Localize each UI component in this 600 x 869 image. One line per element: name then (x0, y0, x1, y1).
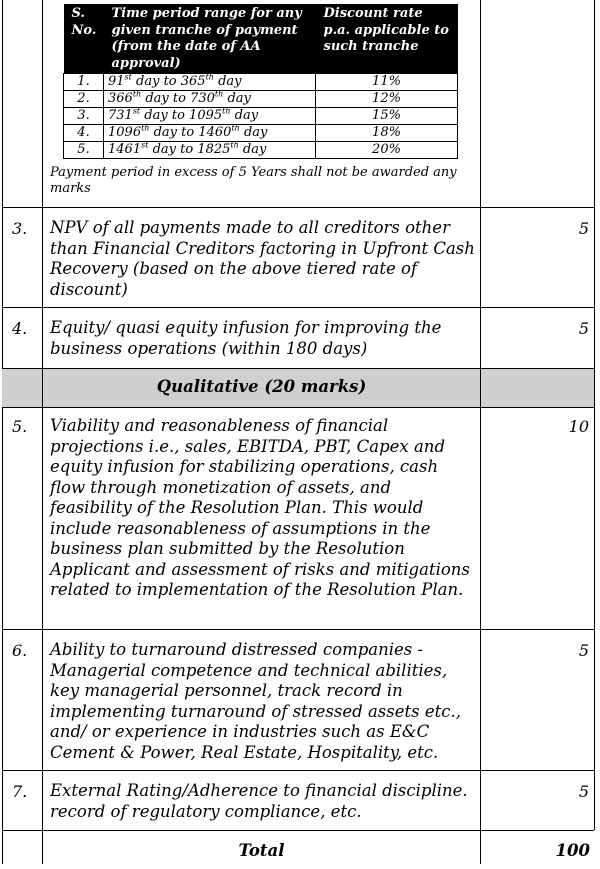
period-day-word: day (227, 91, 251, 106)
period-start-suffix: st (124, 72, 132, 82)
period-day-word: day (242, 142, 267, 157)
row-number: 3. (12, 219, 28, 238)
discount-row-rate: 12% (316, 91, 458, 108)
column-divider-marks (480, 0, 481, 864)
discount-row-sn: 4. (64, 125, 104, 142)
period-start-day: 366 (108, 91, 133, 106)
period-end-suffix: th (222, 106, 231, 116)
criterion-text: External Rating/Adherence to financial discipline. record of regulatory compliance, etc. (50, 781, 468, 821)
discount-row-period (104, 142, 316, 159)
discount-row-rate: 18% (316, 125, 458, 142)
period-end-suffix: th (230, 140, 239, 150)
section-heading: Qualitative (20 marks) (156, 377, 367, 396)
period-day-word: day (218, 74, 242, 89)
header-sn: S. No. (64, 4, 104, 74)
column-divider-marks (480, 369, 481, 407)
discount-row-rate: 20% (316, 142, 458, 159)
period-connector: day to (145, 91, 186, 106)
row-divider (2, 207, 594, 208)
discount-row-sn: 3. (64, 108, 104, 125)
period-start-day: 731 (108, 108, 133, 123)
row-divider (2, 770, 594, 771)
row-divider (2, 830, 594, 831)
criterion-marks: 5 (578, 782, 589, 801)
period-start-suffix: st (141, 140, 149, 150)
criterion-marks: 5 (578, 641, 589, 660)
period-start-day: 91 (108, 74, 125, 89)
row-number: 5. (12, 417, 28, 436)
total-label: Total (238, 841, 285, 860)
criterion-text: Equity/ quasi equity infusion for improving the business operations (within 180 days) (50, 318, 442, 358)
table-border-left (2, 0, 3, 864)
header-discount-rate: Discount rate p.a. applicable to such tranche (316, 4, 458, 74)
discount-table-header (64, 4, 458, 74)
period-end-day: 730 (190, 91, 215, 106)
discount-row-period (104, 74, 316, 91)
period-end-suffix: th (231, 123, 240, 133)
criterion-text: Viability and reasonableness of financial projections i.e., sales, EBITDA, PBT, Capex and equity infusion for stabilizing operations, cash flow through monetization of assets, and feasibility of the Resolution Plan. This would include reasonableness of assumptions in the business plan submitted by the Resolution Applicant and assessment of risks and mitigations related to implementation of the Resolution Plan. (50, 416, 470, 599)
period-start-suffix: st (132, 106, 141, 116)
period-connector: day to (153, 125, 195, 140)
row-divider (2, 407, 594, 408)
period-end-suffix: th (205, 72, 214, 82)
criterion-text: NPV of all payments made to all creditors other than Financial Creditors factoring in Upfront Cash Recovery (based on the above tiered rate of discount) (50, 218, 475, 299)
discount-row-rate: 11% (316, 74, 458, 91)
discount-table-row (64, 125, 458, 142)
criterion-marks: 5 (578, 319, 589, 338)
payment-period-note: Payment period in excess of 5 Years shall not be awarded any marks (50, 165, 457, 196)
discount-row-sn: 5. (64, 142, 104, 159)
discount-table-row (64, 108, 458, 125)
period-end-day: 365 (180, 74, 206, 89)
row-number: 6. (12, 641, 28, 660)
period-end-suffix: th (214, 89, 224, 99)
period-connector: day to (152, 142, 194, 157)
period-end-day: 1825 (197, 142, 231, 157)
row-divider (2, 307, 594, 308)
discount-row-sn: 1. (64, 74, 104, 91)
discount-row-period (104, 91, 316, 108)
header-time-period: Time period range for any given tranche of payment (from the date of AA approval) (104, 4, 316, 74)
period-connector: day to (136, 74, 177, 89)
period-end-day: 1095 (189, 108, 223, 123)
criterion-marks: 5 (578, 219, 589, 238)
period-start-suffix: th (141, 123, 150, 133)
discount-row-rate: 15% (316, 108, 458, 125)
period-start-day: 1461 (108, 142, 142, 157)
criterion-marks: 10 (568, 417, 589, 436)
period-start-day: 1096 (108, 125, 142, 140)
discount-rate-table (63, 4, 458, 159)
row-divider (2, 629, 594, 630)
row-number: 7. (12, 782, 28, 801)
period-day-word: day (234, 108, 259, 123)
criterion-text: Ability to turnaround distressed companies - Managerial competence and technical abilities, key managerial personnel, track record in implementing turnaround of stressed assets etc., and/ or experience in industries such as E&C Cement & Power, Real Estate, Hospitality, etc. (50, 640, 461, 762)
column-divider-number (42, 0, 43, 864)
discount-table-row (64, 142, 458, 159)
discount-row-period (104, 108, 316, 125)
discount-table-row (64, 91, 458, 108)
row-divider (2, 368, 594, 369)
discount-table-row (64, 74, 458, 91)
row-number: 4. (12, 319, 28, 338)
discount-row-period (104, 125, 316, 142)
period-end-day: 1460 (198, 125, 232, 140)
period-start-suffix: th (132, 89, 142, 99)
total-marks: 100 (555, 841, 590, 860)
period-day-word: day (243, 125, 268, 140)
discount-row-sn: 2. (64, 91, 104, 108)
period-connector: day to (144, 108, 185, 123)
table-border-right (594, 0, 595, 830)
